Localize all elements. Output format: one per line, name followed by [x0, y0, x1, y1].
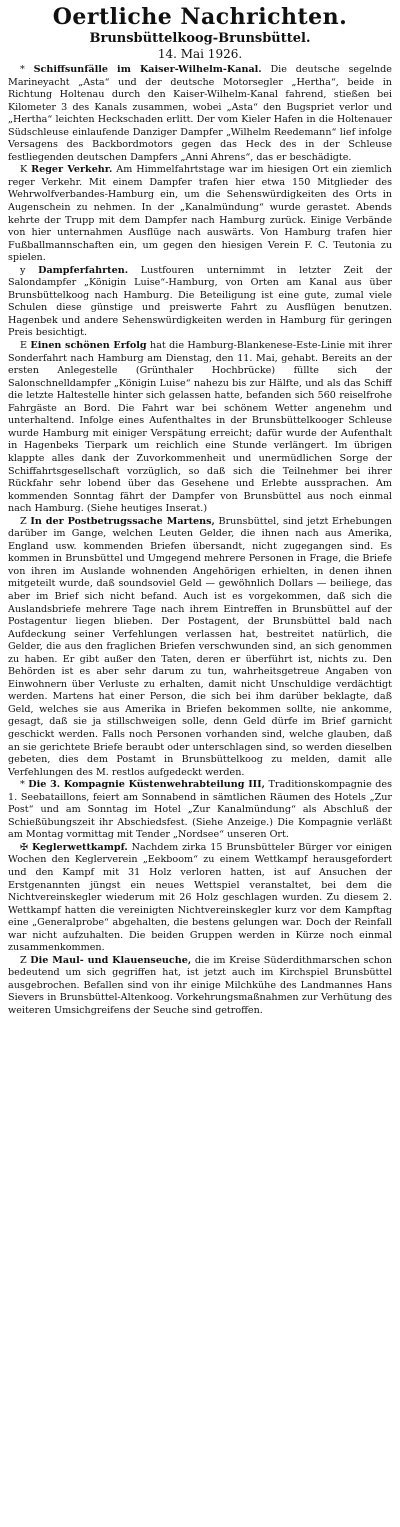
article-body: Lustfouren unternimmt in letzter Zeit der Salondampfer „Königin Luise“-Hamburg, von Orten am Kanal aus über Brunsbüttelkoog nach Hamburg. Die Beteiligung ist eine gute, zumal viele Schulen diese günstige und preiswerte Fahrt zu Ausflügen benutzen. Hagenbek und andere Sehenswürdigkeiten werden in Hamburg für geringen Preis besichtigt.	[8, 264, 392, 339]
article-busy-traffic	[8, 164, 392, 264]
article-coastal-company	[8, 779, 392, 842]
section-title: Oertliche Nachrichten.	[52, 4, 348, 30]
article-marker: *	[20, 64, 25, 75]
article-foot-and-mouth	[8, 955, 392, 1018]
article-marker: ✠	[20, 841, 29, 853]
article-body: Am Himmelfahrtstage war im hiesigen Ort ein ziemlich reger Verkehr. Mit einem Dampfer trafen hier etwa 150 Mitglieder des Wehrwolfverbandes-Hamburg ein, um die Sehenswürdigkeiten des Orts in Augenschein zu nehmen. In der „Kanalmündung“ wurde gerastet. Abends kehrte der Trupp mit dem Dampfer nach Hamburg zurück. Einige Verbände von hier unternahmen Ausflüge nach auswärts. Von Hamburg trafen hier Fußballmannschaften ein, um gegen den hiesigen Verein F. C. Teutonia zu spielen.	[8, 164, 392, 264]
article-marker: K	[20, 164, 28, 176]
article-marker: Z	[20, 954, 27, 966]
article-headline: Schiffsunfälle im Kaiser-Wilhelm-Kanal.	[33, 64, 262, 75]
article-headline: Dampferfahrten.	[38, 264, 129, 276]
section-subtitle: Brunsbüttelkoog-Brunsbüttel.	[89, 31, 311, 46]
article-headline: Einen schönen Erfolg	[30, 340, 147, 352]
article-headline: Keglerwettkampf.	[31, 841, 128, 853]
article-headline: In der Postbetrugssache Martens,	[30, 515, 215, 527]
newspaper-column	[8, 4, 392, 1519]
article-headline: Die Maul- und Klauenseuche,	[30, 954, 192, 966]
article-body: Brunsbüttel, sind jetzt Erhebungen darüber im Gange, welchen Leuten Gelder, die ihnen nach aus Amerika, England usw. kommenden Briefen übersandt, nicht zugegangen sind. Es kommen in Brunsbüttel und Umgegend mehrere Personen in Frage, die Briefe von ihren im Auslande wohnenden Angehörigen erhielten, in denen ihnen mitgeteilt wurde, daß soundsoviel Geld — gewöhnlich Dollars — beiliege, das aber im Brief sich nicht befand. Auch ist es vorgekommen, daß sich die Auslandsbriefe mehrere Tage nach ihrem Eintreffen in Brunsbüttel auf der Postagentur liegen blieben. Der Postagent, der Brunsbüttel bald nach Aufdeckung seiner Verfehlungen verlassen hat, bestreitet natürlich, die Gelder, die aus den fraglichen Briefen verschwunden sind, an sich genommen zu haben. Er gibt außer den Taten, deren er überführt ist, nichts zu. Den Behörden ist es aber sehr darum zu tun, wahrheitsgetreue Angaben von Einwohnern über Verluste zu erhalten, damit nicht Unschuldige verdächtigt werden. Martens hat einer Person, die sich bei ihm darüber beklagte, daß Geld, welches sie aus Amerika in Briefen bekommen sollte, nie ankomme, gesagt, daß sie ja stillschweigen solle, denn Geld dürfe im Brief garnicht geschickt werden. Falls noch Personen vorhanden sind, welche glauben, daß an sie gerichtete Briefe beraubt oder unterschlagen sind, so werden dieselben gebeten, dies dem Postamt in Brunsbüttelkoog zu melden, damit alle Verfehlungen des M. restlos aufgedeckt werden.	[8, 515, 392, 778]
article-headline: Reger Verkehr.	[31, 164, 113, 176]
article-marker: E	[20, 340, 28, 352]
article-bowling-contest	[8, 842, 392, 955]
article-headline: Die 3. Kompagnie Küstenwehrabteilung III,	[28, 779, 265, 791]
article-marker: Z	[20, 515, 27, 527]
article-ship-accidents	[8, 64, 392, 164]
dateline: 14. Mai 1926.	[157, 47, 243, 61]
article-body: Nachdem zirka 15 Brunsbütteler Bürger vor einigen Wochen den Keglerverein „Eekboom“ zu einem Wettkampf herausgefordert und den Kampf mit 31 Holz verloren hatten, ist auf Ansuchen der Erstgenannten jüngst ein neues Wettspiel veranstaltet, bei dem die Nichtvereinskegler wiederum mit 26 Holz geschlagen wurden. Zu diesem 2. Wettkampf hatten die vereinigten Nichtvereinskegler kurz vor dem Kampftag eine „Generalprobe“ abgehalten, die bestens gelungen war. Doch der Reinfall war nicht aufzuhalten. Die beiden Gruppen werden in Kürze noch einmal zusammenkommen.	[8, 841, 392, 954]
article-steamer-trips	[8, 265, 392, 340]
article-special-trip-success	[8, 340, 392, 516]
article-body: die im Kreise Süderdithmarschen schon bedeutend um sich gegriffen hat, ist jetzt auch im Kirchspiel Brunsbüttel ausgebrochen. Befallen sind von ihr einige Milchkühe des Landmannes Hans Sievers in Brunsbüttel-Altenkoog. Vorkehrungsmaßnahmen zur Verhütung des weiteren Umsichgreifens der Seuche sind getroffen.	[8, 954, 392, 1017]
article-body: Die deutsche segelnde Marineyacht „Asta“ und der deutsche Motorsegler „Hertha“, beide in Richtung Holtenau durch den Kaiser-Wilhelm-Kanal fahrend, stießen bei Kilometer 3 des Kanals zusammen, wobei „Asta“ den Bugspriet verlor und „Hertha“ leichten Heckschaden erlitt. Der vom Kieler Hafen in die Holtenauer Südschleuse einlaufende Danziger Dampfer „Wilhelm Reedemann“ lief infolge Versagens des Backbordmotors gegen das Heck des in der Schleuse festliegenden deutschen Dampfers „Anni Ahrens“, das er beschädigte.	[8, 64, 392, 163]
article-body: Traditionskompagnie des 1. Seebataillons, feiert am Sonnabend in sämtlichen Räumen des Hotels „Zur Post“ und am Sonntag im Hotel „Zur Kanalmündung“ als Abschluß der Schießübungszeit ihr Abschiedsfest. (Siehe Anzeige.) Die Kompagnie verläßt am Montag vormittag mit Tender „Nordsee“ unseren Ort.	[8, 779, 392, 841]
article-postal-fraud	[8, 516, 392, 779]
article-marker: y	[20, 264, 26, 276]
article-body: hat die Hamburg-Blankenese-Este-Linie mit ihrer Sonderfahrt nach Hamburg am Dienstag, den 11. Mai, gehabt. Bereits an der ersten Anlegestelle (Grünthaler Hochbrücke) füllte sich der Salonschnelldampfer „Königin Luise“ nahezu bis zur Hälfte, und als das Schiff die letzte Haltestelle hinter sich gelassen hatte, befanden sich 560 reiselfrohe Fahrgäste an Bord. Die Fahrt war bei schönem Wetter angenehm und unterhaltend. Infolge eines Aufenthaltes in der Brunsbüttelkooger Schleuse wurde Hamburg mit einiger Verspätung erreicht; dafür wurde der Aufenthalt in Hagenbeks Tierpark um reichlich eine Stunde verlängert. Im übrigen klappte alles dank der Zuvorkommenheit und unermüdlichen Sorge der Schiffahrtsgesellschaft vorzüglich, so daß sich die Teilnehmer bei ihrer Rückfahr sehr lobend über das Gesehene und Erlebte aussprachen. Am kommenden Sonntag fährt der Dampfer von Brunsbüttel aus noch einmal nach Hamburg. (Siehe heutiges Inserat.)	[8, 340, 392, 515]
article-marker: *	[20, 779, 25, 791]
